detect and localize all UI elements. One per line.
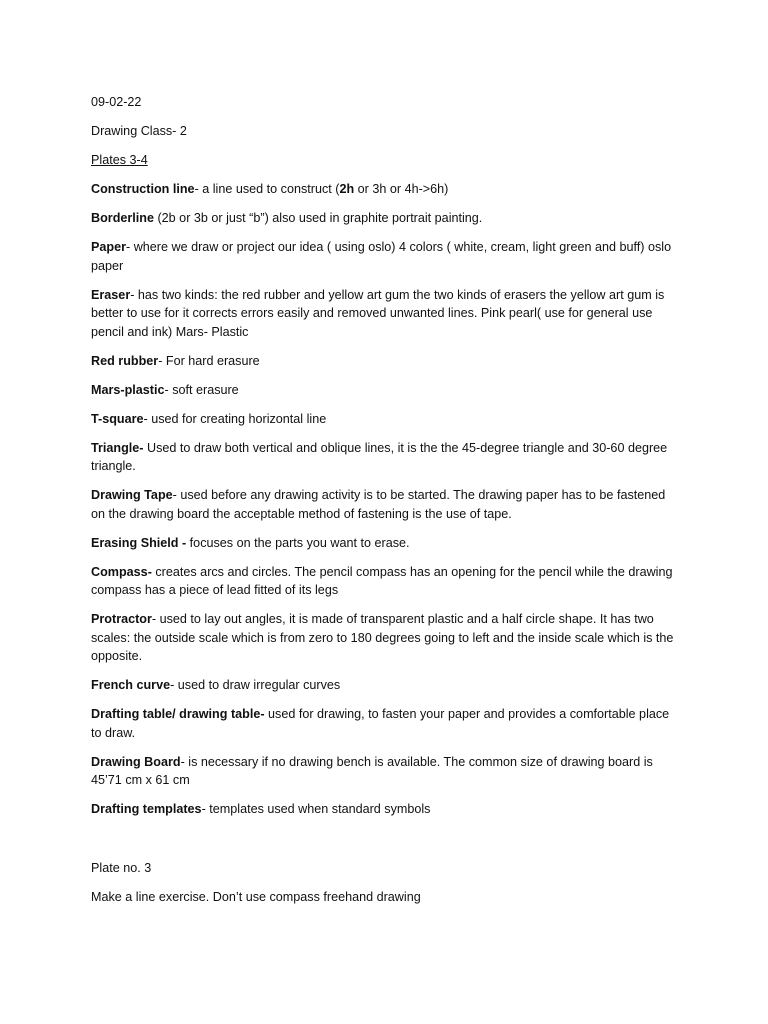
definition-item [91,676,681,695]
definition-item [91,563,681,600]
definition-term: Drawing Tape [91,488,173,502]
definition-list [91,180,681,819]
definition-term: Drawing Board [91,754,181,769]
plates-heading: Plates 3-4 [91,153,148,167]
definition-text: - For hard erasure [158,353,260,368]
definition-item [91,180,681,199]
definition-term: T-square [91,411,144,426]
definition-term: Compass- [91,564,152,579]
definition-text: - templates used when standard symbols [201,802,431,816]
definition-term: Drafting table/ drawing table- [91,707,265,721]
definition-text: - is necessary if no drawing bench is available. The common size of drawing board is 45’71 cm x 61 cm [91,754,653,787]
definition-text: - soft erasure [164,382,239,397]
definition-item [91,286,681,342]
definition-term: Protractor [91,612,152,626]
definition-text: Used to draw both vertical and oblique lines, it is the the 45-degree triangle and 30-60 degree triangle. [91,440,668,473]
definition-term: Triangle- [91,440,144,455]
definition-term: Red rubber [91,353,159,368]
definition-text: focuses on the parts you want to erase. [186,535,410,550]
plate-instruction: Make a line exercise. Don’t use compass freehand drawing [91,890,421,904]
definition-item [91,486,681,523]
definition-item [91,534,681,553]
definition-term: Borderline [91,211,154,225]
definition-text: - used to draw irregular curves [170,678,341,692]
section-spacer [91,829,681,859]
definition-term: Erasing Shield - [91,535,187,550]
definition-text: - used before any drawing activity is to be started. The drawing paper has to be fastened on the drawing board the acceptable method of fastening is the use of tape. [91,488,666,521]
definition-text: - where we draw or project our idea ( using oslo) 4 colors ( white, cream, light green and buff) oslo paper [91,240,672,273]
definition-text: - used to lay out angles, it is made of transparent plastic and a half circle shape. It has two scales: the outside scale which is from zero to 180 degrees going to left and the inside scale which is the opposite. [91,612,674,663]
definition-text: used for drawing, to fasten your paper and provides a comfortable place to draw. [91,707,670,740]
definition-term: Eraser [91,287,131,302]
definition-text: - a line used to construct ( [194,182,340,196]
definition-term: Mars-plastic [91,382,165,397]
plate-heading: Plate no. 3 [91,861,152,875]
definition-item [91,381,681,400]
class-title: Drawing Class- 2 [91,124,187,138]
definition-item [91,352,681,371]
definition-text: creates arcs and circles. The pencil compass has an opening for the pencil while the drawing compass has a piece of lead fitted of its legs [91,564,673,597]
definition-item [91,705,681,742]
document-page [91,93,681,917]
definition-item [91,610,681,666]
definition-text: - used for creating horizontal line [143,411,327,426]
definition-term: French curve [91,678,171,692]
definition-item [91,439,681,476]
definition-item [91,753,681,790]
definition-item [91,209,681,228]
definition-text: (2b or 3b or just “b”) also used in graphite portrait painting. [153,211,483,225]
definition-item [91,410,681,429]
definition-term: 2h [339,182,355,196]
definition-term: Construction line [91,182,195,196]
definition-item [91,800,681,819]
definition-text: or 3h or 4h->6h) [354,182,449,196]
document-date: 09-02-22 [91,95,142,109]
definition-item [91,238,681,275]
definition-term: Drafting templates [91,802,202,816]
definition-term: Paper [91,240,127,254]
definition-text: - has two kinds: the red rubber and yellow art gum the two kinds of erasers the yellow art gum is better to use for it corrects errors easily and removed unwanted lines. Pink pearl( use for general use pencil and ink) Mars- Plastic [91,287,665,339]
